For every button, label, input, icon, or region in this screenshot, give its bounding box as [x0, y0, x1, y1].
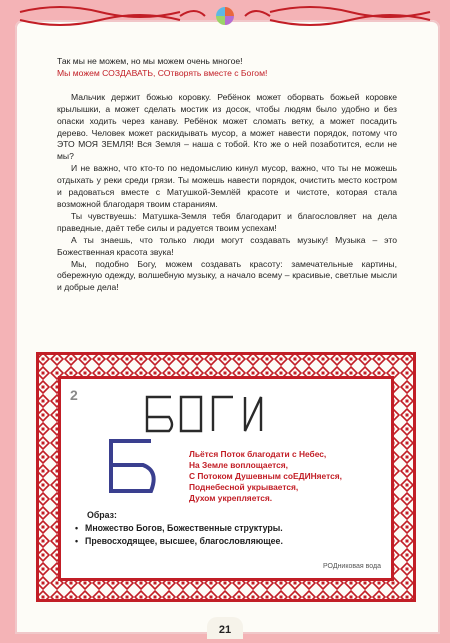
poem: [189, 449, 389, 504]
card-panel: [61, 379, 391, 578]
paragraph-1: Мальчик держит божью коровку. Ребёнок может оборвать божьей коровке крылышки, а может сделать мостик из досок, чтобы людям было удобно и без опаски ходить через канаву. Ребёнок может сломать ветку, а может посадить дерево. Человек может раскидывать мусор, а может навести порядок, потому что ЭТО МОЯ ЗЕМЛЯ! Вся Земля – наша с тобой. Кто же о ней позаботится, если не мы?: [57, 91, 397, 162]
page-number: 21: [207, 617, 243, 639]
top-ornament: [0, 0, 450, 32]
poem-line: Духом укрепляется.: [189, 493, 273, 503]
bullet-icon: •: [75, 523, 79, 533]
source-label: РОДниковая вода: [323, 563, 381, 570]
card-letter-art: [103, 437, 161, 497]
paragraph-5: Мы, подобно Богу, можем создавать красоту: замечательные картины, обережную одежду, волшебную музыку, а начало всему – красивые, светлые мысли и добрые дела!: [57, 258, 397, 293]
card-title-art: [141, 391, 291, 437]
poem-line: На Земле воплощается,: [189, 460, 288, 470]
bullet-item: • Превосходящее, высшее, благословляющее.: [75, 536, 283, 546]
bullet-icon: •: [75, 536, 79, 546]
card-title-text: БОГИ: [141, 391, 144, 392]
paragraph-2: И не важно, что кто-то по недомыслию кинул мусор, важно, что ты не можешь отдыхать у реки среди грязи. Ты можешь навести порядок, очистить место костром и радоваться вместе с Матушкой-Землёй красоте и чистоте, которая стала возможной благодаря твоим стараниям.: [57, 163, 397, 209]
intro-line-2: Мы можем СОЗДАВАТЬ, СОтворять вместе с Богом!: [57, 67, 268, 78]
main-text: [57, 56, 397, 294]
bullet-item: • Множество Богов, Божественные структуры.: [75, 523, 283, 533]
caption: [73, 509, 373, 548]
poem-line: С Потоком Душевным соЕДИНяется,: [189, 471, 342, 481]
poem-line: Поднебесной укрывается,: [189, 482, 299, 492]
paragraph-3: Ты чувствуешь: Матушка-Земля тебя благодарит и благословляет на дела праведные, даёт тебе силы и радуется твоим успехам!: [57, 210, 397, 233]
paragraph-4: А ты знаешь, что только люди могут создавать музыку! Музыка – это Божественная красота звука!: [57, 234, 397, 257]
card-letter-text: Б: [103, 437, 104, 438]
poem-line: Льётся Поток благодати с Небес,: [189, 449, 327, 459]
card-number: 2: [70, 387, 78, 403]
caption-head: Образ:: [87, 510, 117, 520]
intro-line-1: Так мы не можем, но мы можем очень многое!: [57, 56, 243, 66]
